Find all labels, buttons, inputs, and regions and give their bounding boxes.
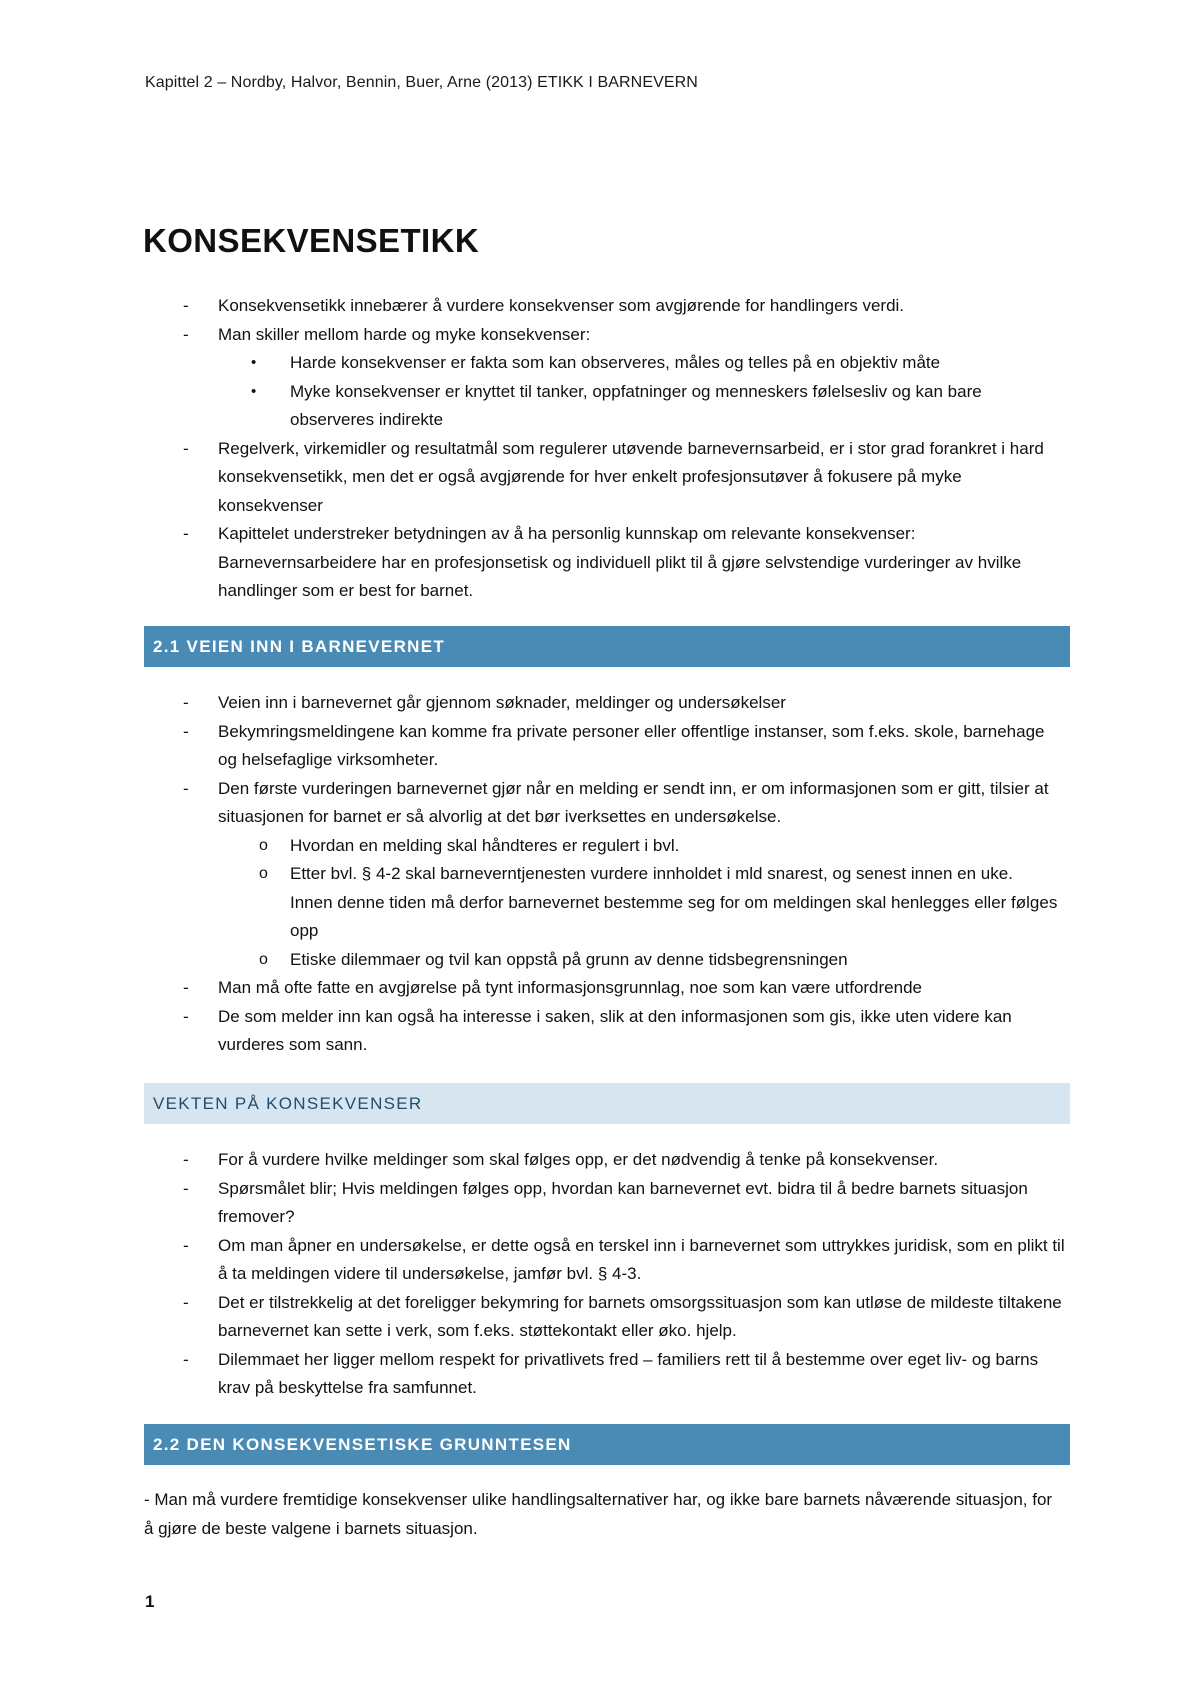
list-item-text: De som melder inn kan også ha interesse i saken, slik at den informasjonen som gis, ikke uten videre kan vurderes som sann. (218, 1006, 1012, 1054)
list-item-text: Etiske dilemmaer og tvil kan oppstå på grunn av denne tidsbegrensningen (290, 949, 848, 969)
dash-marker: - (183, 524, 189, 543)
intro-section (0, 292, 1200, 606)
dash-marker: - (183, 1150, 189, 1169)
list-item-text: Om man åpner en undersøkelse, er dette også en terskel inn i barnevernet som uttrykkes juridisk, som en plikt til å ta meldingen videre til undersøkelse, jamfør bvl. § 4-3. (218, 1235, 1065, 1283)
dash-marker: - (183, 438, 189, 458)
list-item (0, 1289, 1200, 1346)
section-heading-2-1: 2.1 VEIEN INN I BARNEVERNET (144, 626, 1070, 667)
list-item (0, 775, 1200, 832)
dash-marker: - (183, 1178, 189, 1198)
list-item (0, 1232, 1200, 1289)
list-item-text: Man skiller mellom harde og myke konsekvenser: (218, 324, 591, 344)
dash-marker: - (183, 978, 189, 997)
list-item (0, 435, 1200, 521)
list-item-text: Spørsmålet blir; Hvis meldingen følges opp, hvordan kan barnevernet evt. bidra til å bedre barnets situasjon fremover? (218, 1178, 1028, 1226)
list-item-text: Harde konsekvenser er fakta som kan observeres, måles og telles på en objektiv måte (290, 353, 941, 372)
list-item (0, 689, 1200, 718)
dash-marker: - (183, 1349, 189, 1369)
section-2-2-paragraph: - Man må vurdere fremtidige konsekvenser ulike handlingsalternativer har, og ikke bare barnets nåværende situasjon, for å gjøre de beste valgene i barnets situasjon. (144, 1490, 1053, 1538)
list-item-text: Bekymringsmeldingene kan komme fra private personer eller offentlige instanser, som f.eks. skole, barnehage og helsefaglige virksomheter. (218, 721, 1045, 769)
subsection-vekten-list (0, 1146, 1200, 1403)
list-item-text: Dilemmaet her ligger mellom respekt for privatlivets fred – familiers rett til å bestemme over eget liv- og barns krav på beskyttelse fra samfunnet. (218, 1349, 1039, 1397)
bullet-marker: • (251, 382, 257, 400)
list-item (0, 1003, 1200, 1060)
intro-list (0, 292, 1200, 606)
dash-marker: - (183, 324, 189, 344)
sub-list-item (0, 378, 1200, 435)
list-item (0, 718, 1200, 775)
list-item (0, 520, 1200, 606)
subsection-heading-vekten: VEKTEN PÅ KONSEKVENSER (144, 1083, 1070, 1124)
list-item-text: Myke konsekvenser er knyttet til tanker, oppfatninger og menneskers følelsesliv og kan bare observeres indirekte (290, 381, 982, 429)
dash-marker: - (183, 778, 189, 798)
list-item-text: Konsekvensetikk innebærer å vurdere konsekvenser som avgjørende for handlingers verdi. (218, 296, 905, 315)
list-item-text: Regelverk, virkemidler og resultatmål som regulerer utøvende barnevernsarbeid, er i stor grad forankret i hard konsekvensetikk, men det er også avgjørende for hver enkelt profesjonsutøver å fokusere på myke konsekvenser (218, 438, 1044, 515)
page-title: KONSEKVENSETIKK (143, 222, 480, 259)
sub-list-item (0, 349, 1200, 378)
list-item-text: Den første vurderingen barnevernet gjør når en melding er sendt inn, er om informasjonen som er gitt, tilsier at situasjonen for barnet er så alvorlig at det bør iverksettes en undersøkelse. (218, 778, 1049, 826)
list-item-text: Etter bvl. § 4-2 skal barneverntjenesten vurdere innholdet i mld snarest, og senest innen en uke. Innen denne tiden må derfor barnevernet bestemme seg for om meldingen skal henlegges eller følges opp (290, 864, 1058, 940)
dash-marker: - (183, 1235, 189, 1255)
section-heading-2-2: 2.2 DEN KONSEKVENSETISKE GRUNNTESEN (144, 1424, 1070, 1465)
list-item-text: For å vurdere hvilke meldinger som skal følges opp, er det nødvendig å tenke på konsekvenser. (218, 1150, 939, 1169)
section-2-1-list (0, 689, 1200, 1060)
list-item-text: Veien inn i barnevernet går gjennom søknader, meldinger og undersøkelser (218, 693, 786, 712)
list-item (0, 1346, 1200, 1403)
list-item-text: Kapittelet understreker betydningen av å ha personlig kunnskap om relevante konsekvenser: Barnevernsarbeidere har en profesjonsetisk og individuell plikt til å gjøre selvstendige vurderinger av hvilke handlinger som er best for barnet. (218, 524, 1022, 600)
list-item (0, 1146, 1200, 1175)
list-item-text: Det er tilstrekkelig at det foreligger bekymring for barnets omsorgssituasjon som kan utløse de mildeste tiltakene barnevernet kan sette i verk, som f.eks. støttekontakt eller øko. hjelp. (218, 1292, 1062, 1340)
running-header: Kapittel 2 – Nordby, Halvor, Bennin, Buer, Arne (2013) ETIKK I BARNEVERN (145, 74, 698, 91)
list-item-text: Man må ofte fatte en avgjørelse på tynt informasjonsgrunnlag, noe som kan være utfordrende (218, 978, 922, 997)
sub-list-item (0, 860, 1200, 946)
page-number: 1 (145, 1592, 155, 1611)
circle-marker: o (259, 836, 268, 854)
list-item (0, 974, 1200, 1003)
dash-marker: - (183, 693, 189, 712)
sub-list-item (0, 832, 1200, 861)
bullet-marker: • (251, 354, 257, 371)
list-item (0, 1175, 1200, 1232)
dash-marker: - (183, 296, 189, 315)
list-item-text: Hvordan en melding skal håndteres er regulert i bvl. (290, 835, 680, 855)
sub-list-item (0, 946, 1200, 975)
subsection-vekten-body (0, 1146, 1200, 1403)
dash-marker: - (183, 1006, 189, 1026)
list-item (0, 292, 1200, 321)
circle-marker: o (259, 865, 268, 882)
section-2-1-body (0, 689, 1200, 1060)
circle-marker: o (259, 950, 268, 968)
list-item (0, 321, 1200, 350)
dash-marker: - (183, 721, 189, 741)
dash-marker: - (183, 1292, 189, 1312)
